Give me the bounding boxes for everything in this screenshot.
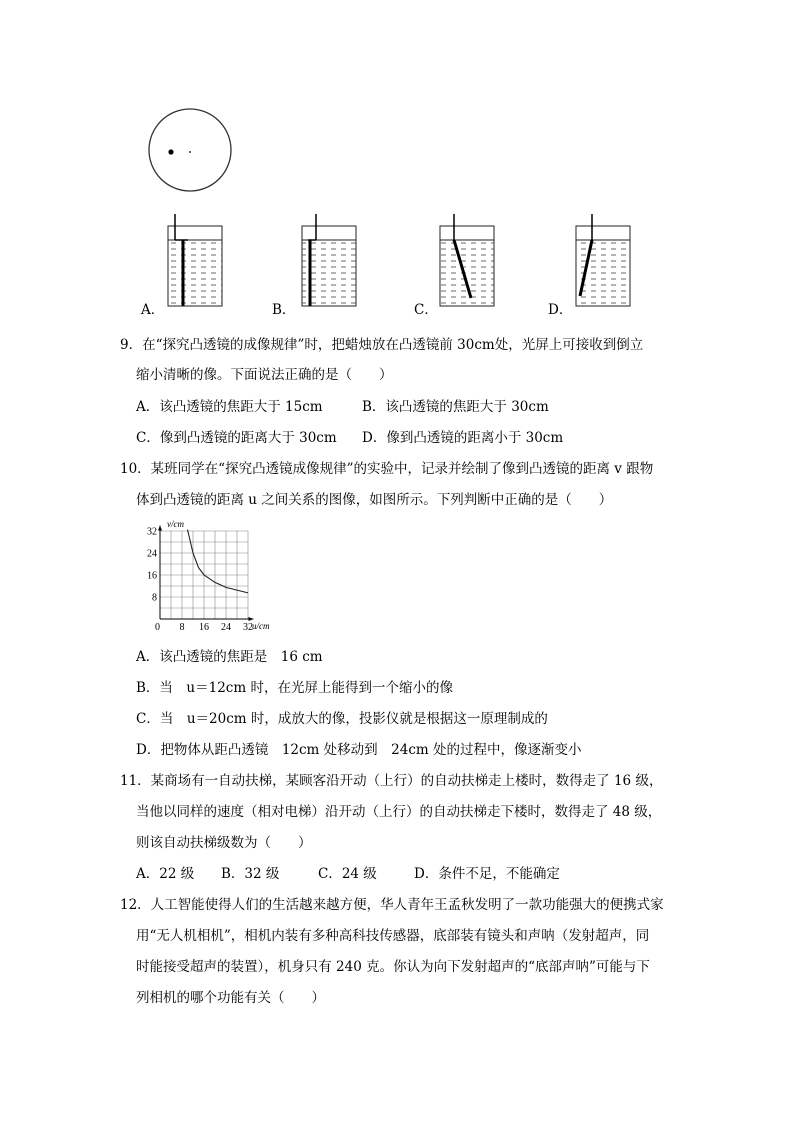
q9-text-line1: 9．在“探究凸透镜的成像规律”时，把蜡烛放在凸透镜前 30cm处，光屏上可接收到倒立 bbox=[120, 337, 644, 353]
q9-option-d: D．像到凸透镜的距离小于 30cm bbox=[362, 430, 564, 446]
q9-text-line2: 缩小清晰的像。下面说法正确的是（ ） bbox=[136, 367, 393, 383]
y-tick-label: 16 bbox=[147, 570, 157, 582]
beaker-b bbox=[302, 214, 356, 306]
chart-axes bbox=[158, 526, 254, 622]
y-axis-arrow bbox=[158, 526, 162, 531]
q12-text-line4: 列相机的哪个功能有关（ ） bbox=[136, 990, 325, 1006]
q9-option-a: A．该凸透镜的焦距大于 15cm bbox=[136, 399, 323, 415]
q11-option-d: D．条件不足，不能确定 bbox=[414, 866, 560, 882]
q11-option-a: A．22 级 bbox=[136, 866, 195, 882]
x-axis-label: u/cm bbox=[252, 621, 270, 631]
x-tick-label: 32 bbox=[243, 622, 253, 633]
y-tick-label: 24 bbox=[147, 548, 157, 560]
q10-option-b: B．当 u＝12cm 时，在光屏上能得到一个缩小的像 bbox=[136, 680, 453, 696]
beaker-a bbox=[168, 214, 222, 306]
figure-option-d: D． bbox=[548, 302, 573, 318]
q11-text-line3: 则该自动扶梯级数为（ ） bbox=[136, 835, 312, 851]
circle-figure bbox=[146, 106, 236, 196]
q12-text-line2: 用“无人机相机”，相机内装有多种高科技传感器，底部装有镜头和声呐（发射超声，同 bbox=[136, 928, 650, 944]
q9-option-c: C．像到凸透镜的距离大于 30cm bbox=[136, 430, 337, 446]
beaker-d bbox=[576, 214, 630, 306]
figure-option-a: A． bbox=[141, 302, 165, 318]
q10-option-d: D．把物体从距凸透镜 12cm 处移动到 24cm 处的过程中，像逐渐变小 bbox=[136, 742, 582, 758]
origin-label: 0 bbox=[155, 622, 160, 633]
q12-text-line3: 时能接受超声的装置），机身只有 240 克。你认为向下发射超声的“底部声呐”可能与下 bbox=[136, 959, 650, 975]
q12-text-line1: 12．人工智能使得人们的生活越来越方便，华人青年王孟秋发明了一款功能强大的便携式家 bbox=[120, 897, 664, 913]
q10-text-line1: 10．某班同学在“探究凸透镜成像规律”的实验中，记录并绘制了像到凸透镜的距离 v 跟物 bbox=[120, 461, 654, 477]
x-tick-label: 16 bbox=[199, 622, 209, 633]
y-tick-label: 8 bbox=[152, 592, 157, 604]
figure-option-c: C． bbox=[414, 302, 438, 318]
q11-text-line1: 11．某商场有一自动扶梯，某顾客沿开动（上行）的自动扶梯走上楼时，数得走了 16 级， bbox=[120, 773, 663, 789]
x-tick-label: 24 bbox=[221, 622, 231, 633]
q11-option-b: B．32 级 bbox=[221, 866, 280, 882]
q10-option-a: A．该凸透镜的焦距是 16 cm bbox=[136, 649, 323, 665]
figure-option-b: B． bbox=[272, 302, 296, 318]
v-u-chart bbox=[140, 515, 280, 635]
v-u-curve bbox=[188, 530, 249, 593]
q11-text-line2: 当他以同样的速度（相对电梯）沿开动（上行）的自动扶梯走下楼时，数得走了 48 级， bbox=[136, 804, 662, 820]
q10-option-c: C．当 u＝20cm 时，成放大的像，投影仪就是根据这一原理制成的 bbox=[136, 711, 548, 727]
large-dot bbox=[168, 149, 173, 154]
q11-option-c: C．24 级 bbox=[318, 866, 377, 882]
x-tick-label: 8 bbox=[179, 622, 185, 633]
q10-text-line2: 体到凸透镜的距离 u 之间关系的图像，如图所示。下列判断中正确的是（ ） bbox=[136, 492, 613, 508]
q9-option-b: B．该凸透镜的焦距大于 30cm bbox=[362, 399, 549, 415]
circle-outline bbox=[149, 109, 231, 191]
small-dot bbox=[189, 151, 191, 153]
y-axis-label: v/cm bbox=[167, 519, 184, 529]
beaker-c bbox=[440, 214, 494, 306]
y-tick-label: 32 bbox=[147, 526, 157, 538]
